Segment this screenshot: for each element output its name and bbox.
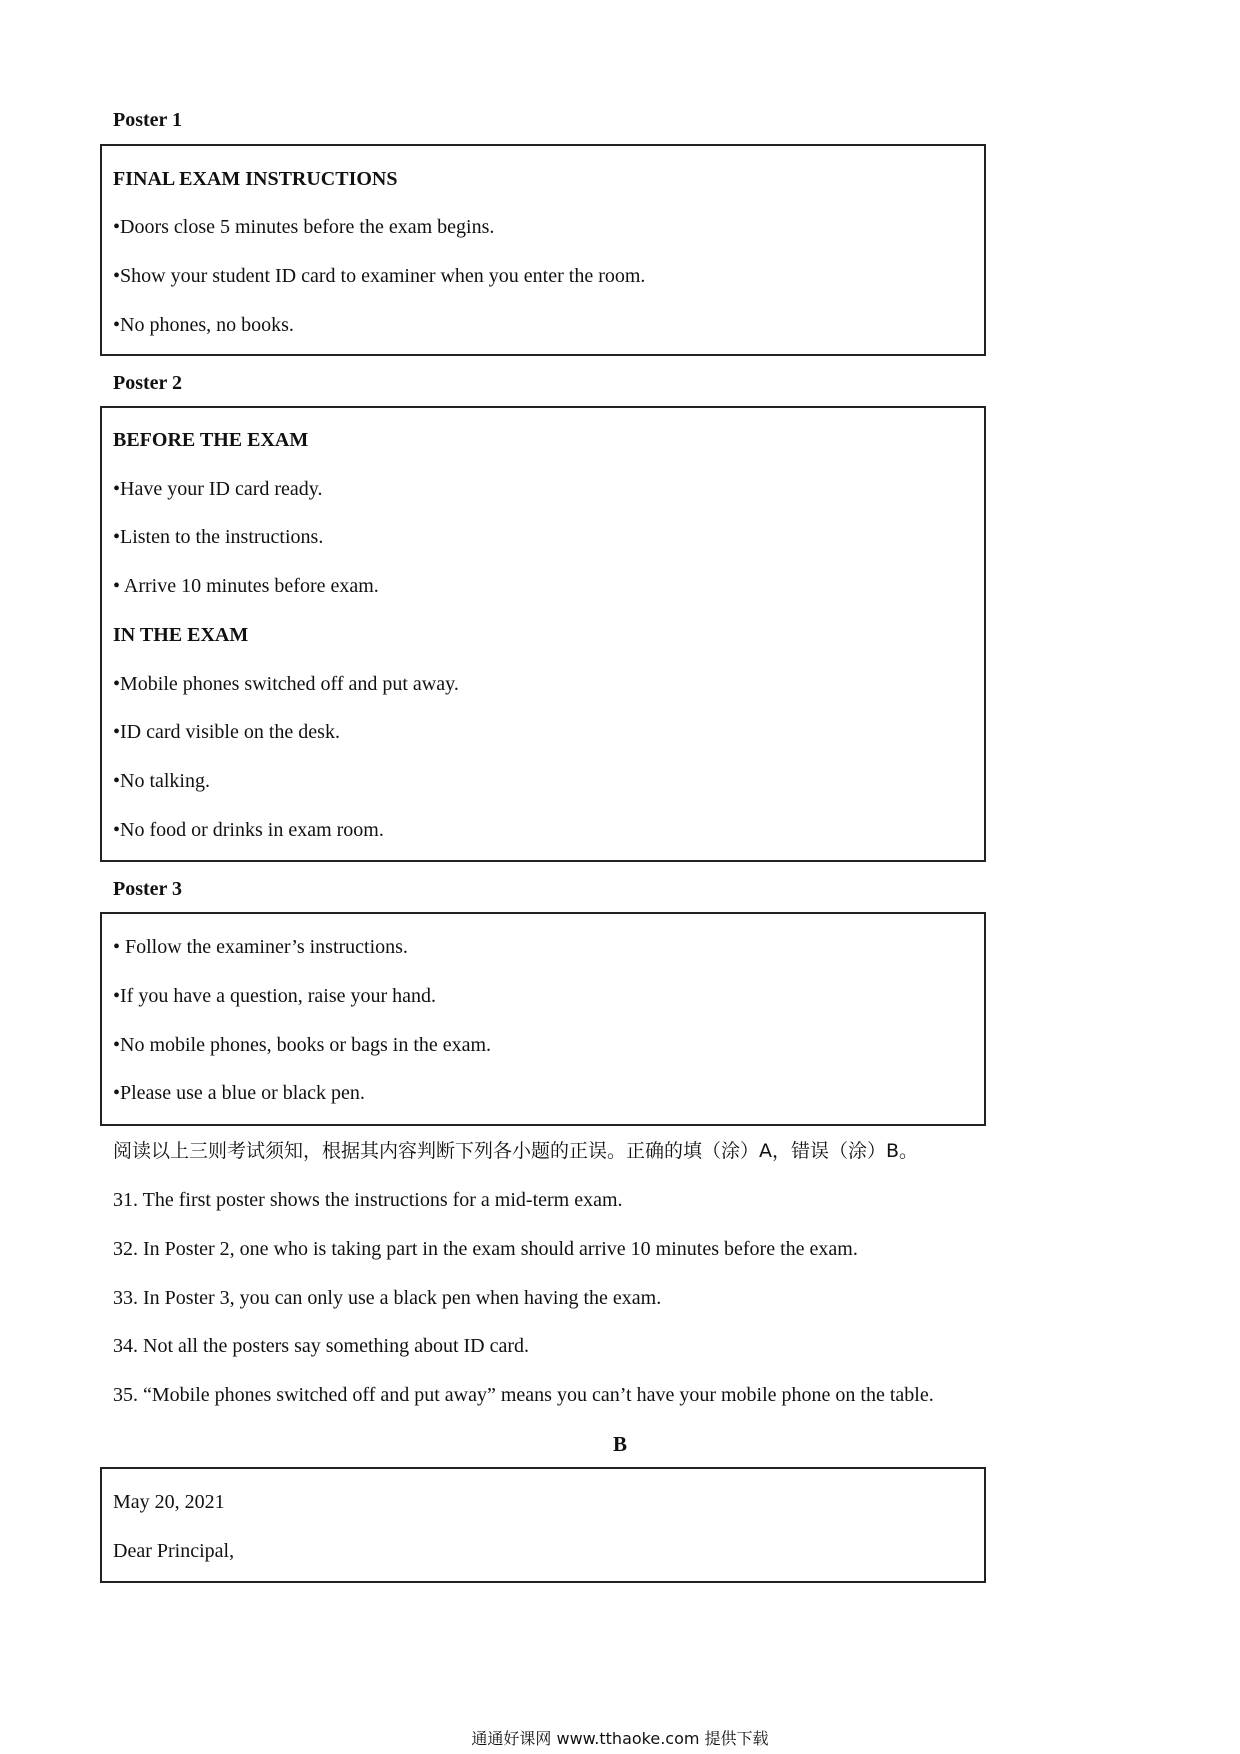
question-32: 32. In Poster 2, one who is taking part in the exam should arrive 10 minutes before the exam.	[113, 1238, 858, 1260]
poster1-item: •Show your student ID card to examiner when you enter the room.	[113, 265, 646, 287]
poster3-label: Poster 3	[113, 878, 183, 900]
poster2-item: • Arrive 10 minutes before exam.	[113, 575, 379, 597]
section-b-title: B	[612, 1432, 627, 1456]
question-33: 33. In Poster 3, you can only use a black pen when having the exam.	[113, 1287, 662, 1309]
question-34: 34. Not all the posters say something about ID card.	[113, 1335, 530, 1357]
poster1-label: Poster 1	[113, 109, 183, 131]
poster1-item: •Doors close 5 minutes before the exam begins.	[113, 216, 495, 238]
poster2-item: •Listen to the instructions.	[113, 526, 324, 548]
poster2-item: •ID card visible on the desk.	[113, 721, 340, 743]
poster3-item: •No mobile phones, books or bags in the exam.	[113, 1034, 492, 1056]
poster3-item: •Please use a blue or black pen.	[113, 1082, 365, 1104]
poster1-heading: FINAL EXAM INSTRUCTIONS	[113, 168, 398, 190]
question-31: 31. The first poster shows the instructions for a mid-term exam.	[113, 1189, 623, 1211]
question-35: 35. “Mobile phones switched off and put away” means you can’t have your mobile phone on the table.	[113, 1384, 934, 1406]
letter-greeting: Dear Principal,	[113, 1540, 235, 1562]
poster2-heading-before: BEFORE THE EXAM	[113, 429, 309, 451]
poster2-label: Poster 2	[113, 372, 183, 394]
poster1-item: •No phones, no books.	[113, 314, 294, 336]
poster2-item: •No talking.	[113, 770, 210, 792]
footer-watermark: 通通好课网 www.tthaoke.com 提供下载	[471, 1729, 769, 1748]
poster2-item: •Mobile phones switched off and put away.	[113, 673, 459, 695]
poster2-item: •Have your ID card ready.	[113, 478, 323, 500]
poster3-item: • Follow the examiner’s instructions.	[113, 936, 408, 958]
poster2-item: •No food or drinks in exam room.	[113, 819, 384, 841]
letter-box	[100, 1467, 986, 1583]
instruction-text: 阅读以上三则考试须知，根据其内容判断下列各小题的正误。正确的填（涂）A，错误（涂）B。	[113, 1140, 919, 1162]
letter-date: May 20, 2021	[113, 1491, 225, 1513]
poster3-item: •If you have a question, raise your hand.	[113, 985, 437, 1007]
poster2-heading-in: IN THE EXAM	[113, 624, 249, 646]
